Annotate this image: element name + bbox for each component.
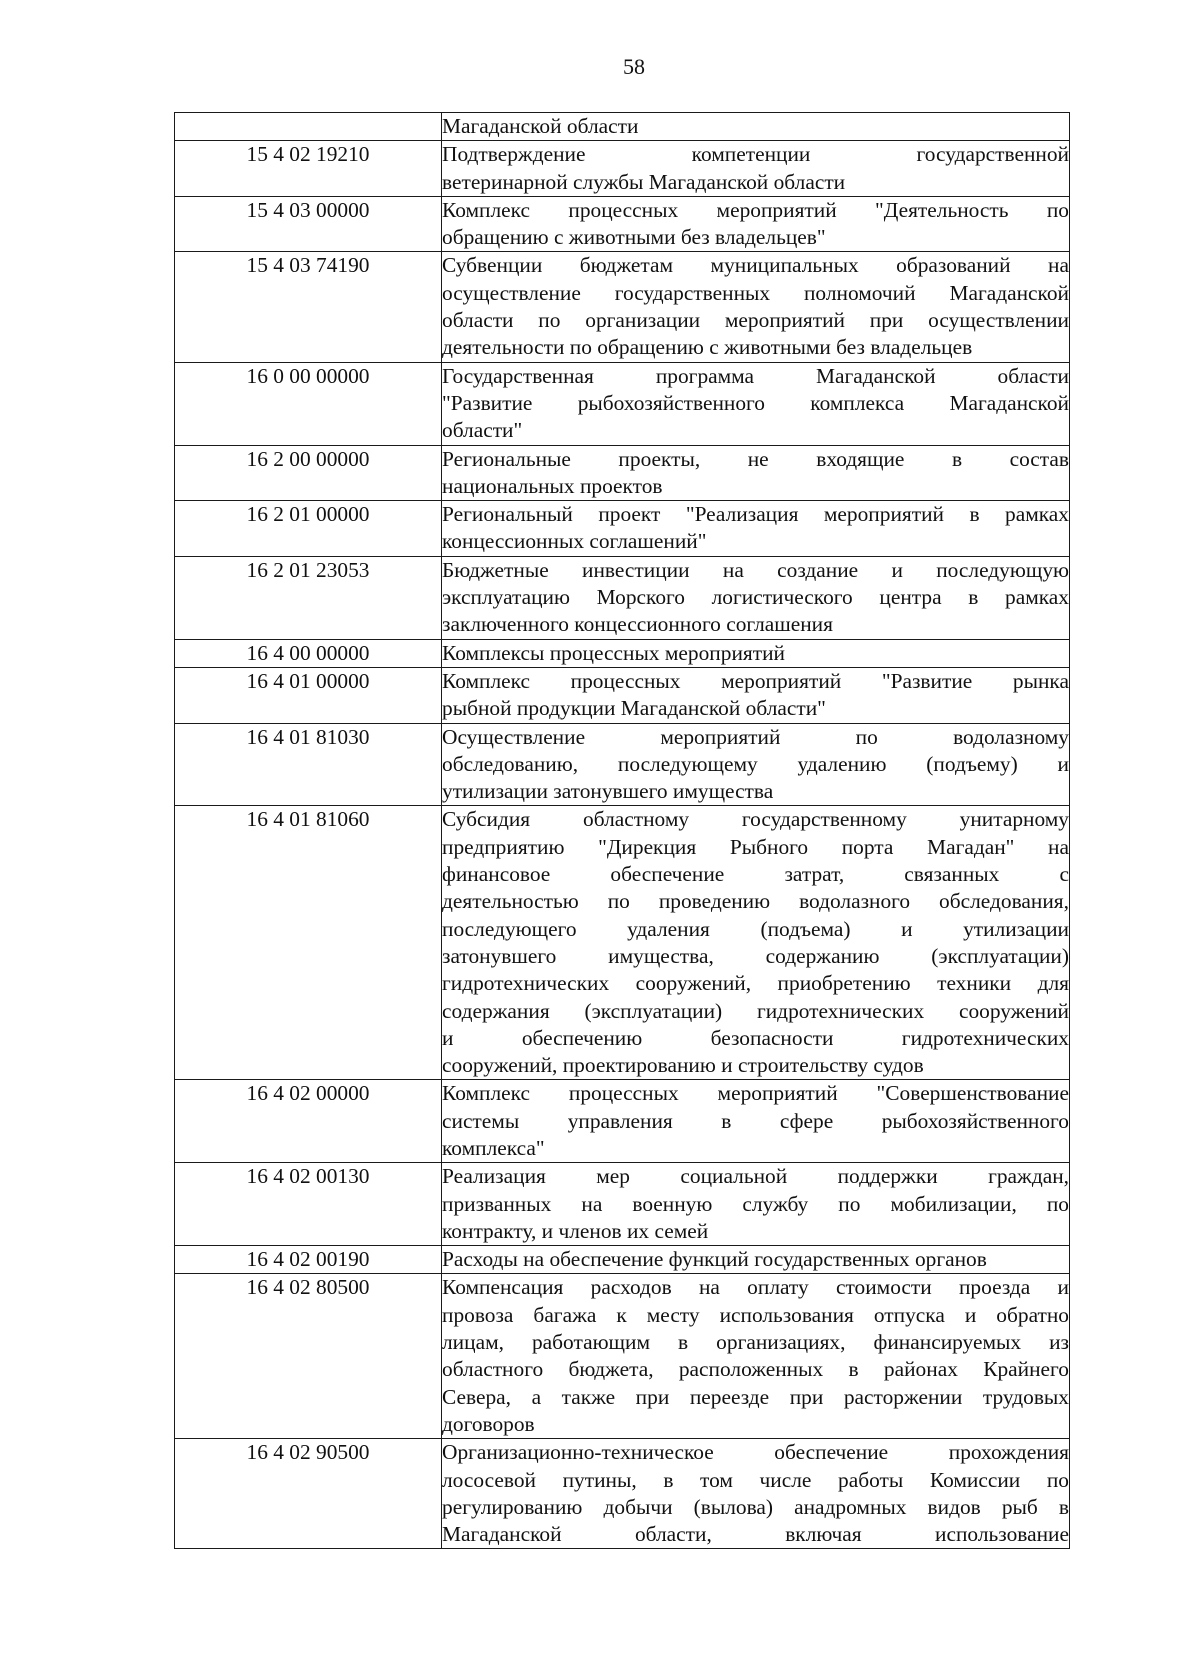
description-cell bbox=[442, 1080, 1070, 1163]
description-line: Магаданской области, включая использование bbox=[442, 1522, 1069, 1547]
description-line: содержания (эксплуатации) гидротехнических сооружений bbox=[442, 998, 1069, 1023]
description-line: системы управления в сфере рыбохозяйственного bbox=[442, 1108, 1069, 1133]
description-line: Комплекс процессных мероприятий "Развитие рынка bbox=[442, 668, 1069, 693]
description-line: области по организации мероприятий при осуществлении bbox=[442, 308, 1069, 333]
table-row bbox=[175, 667, 1070, 723]
description-cell bbox=[442, 252, 1070, 362]
table-row bbox=[175, 141, 1070, 197]
table-row bbox=[175, 556, 1070, 639]
table-row bbox=[175, 196, 1070, 252]
description-line: областного бюджета, расположенных в районах Крайнего bbox=[442, 1357, 1069, 1382]
description-cell bbox=[442, 141, 1070, 197]
budget-code-cell: 16 2 01 23053 bbox=[175, 556, 442, 639]
description-cell bbox=[442, 445, 1070, 501]
description-line: области" bbox=[442, 418, 523, 443]
description-line: Реализация мер социальной поддержки граждан, bbox=[442, 1164, 1069, 1189]
table-row bbox=[175, 1274, 1070, 1439]
description-line: концессионных соглашений" bbox=[442, 529, 707, 554]
table-row bbox=[175, 723, 1070, 806]
table-row bbox=[175, 362, 1070, 445]
table-row bbox=[175, 1080, 1070, 1163]
budget-code-cell bbox=[175, 113, 442, 141]
description-cell bbox=[442, 1439, 1070, 1549]
description-line: Расходы на обеспечение функций государственных органов bbox=[442, 1247, 987, 1272]
budget-code-cell: 15 4 02 19210 bbox=[175, 141, 442, 197]
description-line: Магаданской области bbox=[442, 114, 639, 138]
description-line: Осуществление мероприятий по водолазному bbox=[442, 724, 1069, 749]
budget-code-cell: 16 4 02 00000 bbox=[175, 1080, 442, 1163]
table-row bbox=[175, 501, 1070, 557]
budget-code-cell: 16 0 00 00000 bbox=[175, 362, 442, 445]
table-row bbox=[175, 1163, 1070, 1246]
table-row bbox=[175, 806, 1070, 1080]
description-line: гидротехнических сооружений, приобретению техники для bbox=[442, 971, 1069, 996]
description-line: деятельности по обращению с животными без владельцев bbox=[442, 335, 973, 360]
description-cell bbox=[442, 667, 1070, 723]
description-line: обращению с животными без владельцев" bbox=[442, 225, 826, 250]
budget-code-cell: 15 4 03 74190 bbox=[175, 252, 442, 362]
description-line: Государственная программа Магаданской области bbox=[442, 363, 1069, 388]
description-line: и обеспечению безопасности гидротехнических bbox=[442, 1025, 1069, 1050]
description-line: утилизации затонувшего имущества bbox=[442, 779, 774, 804]
description-cell bbox=[442, 1163, 1070, 1246]
description-line: лососевой путины, в том числе работы Комиссии по bbox=[442, 1467, 1069, 1492]
description-line: заключенного концессионного соглашения bbox=[442, 612, 833, 637]
description-line: провоза багажа к месту использования отпуска и обратно bbox=[442, 1302, 1069, 1327]
description-line: регулированию добычи (вылова) анадромных видов рыб в bbox=[442, 1494, 1069, 1519]
description-line: лицам, работающим в организациях, финансируемых из bbox=[442, 1330, 1069, 1355]
description-line: Организационно-техническое обеспечение прохождения bbox=[442, 1440, 1069, 1465]
description-line: последующего удаления (подъема) и утилизации bbox=[442, 916, 1069, 941]
description-line: рыбной продукции Магаданской области" bbox=[442, 696, 826, 721]
description-line: предприятию "Дирекция Рыбного порта Магадан" на bbox=[442, 834, 1069, 859]
budget-code-cell: 15 4 03 00000 bbox=[175, 196, 442, 252]
budget-code-cell: 16 4 02 80500 bbox=[175, 1274, 442, 1439]
budget-code-cell: 16 4 01 00000 bbox=[175, 667, 442, 723]
description-line: осуществление государственных полномочий Магаданской bbox=[442, 280, 1069, 305]
description-cell bbox=[442, 362, 1070, 445]
description-cell bbox=[442, 113, 1070, 141]
table-row bbox=[175, 1246, 1070, 1274]
description-line: затонувшего имущества, содержанию (эксплуатации) bbox=[442, 943, 1069, 968]
description-cell bbox=[442, 196, 1070, 252]
description-cell bbox=[442, 556, 1070, 639]
description-line: национальных проектов bbox=[442, 473, 663, 498]
description-line: призванных на военную службу по мобилизации, по bbox=[442, 1191, 1069, 1216]
description-line: комплекса" bbox=[442, 1135, 545, 1160]
description-line: договоров bbox=[442, 1411, 535, 1436]
description-line: ветеринарной службы Магаданской области bbox=[442, 169, 846, 194]
page-number: 58 bbox=[623, 54, 645, 79]
description-cell bbox=[442, 806, 1070, 1080]
budget-code-cell: 16 4 02 00190 bbox=[175, 1246, 442, 1274]
description-line: сооружений, проектированию и строительству судов bbox=[442, 1053, 924, 1078]
description-line: эксплуатацию Морского логистического центра в рамках bbox=[442, 585, 1069, 610]
description-line: Комплекс процессных мероприятий "Деятельность по bbox=[442, 197, 1069, 222]
description-line: Компенсация расходов на оплату стоимости проезда и bbox=[442, 1275, 1069, 1300]
budget-code-table bbox=[174, 112, 1070, 1549]
budget-code-cell: 16 4 00 00000 bbox=[175, 639, 442, 667]
budget-code-cell: 16 2 01 00000 bbox=[175, 501, 442, 557]
description-line: обследованию, последующему удалению (подъему) и bbox=[442, 751, 1069, 776]
description-line: деятельностью по проведению водолазного обследования, bbox=[442, 889, 1069, 914]
description-cell bbox=[442, 1274, 1070, 1439]
budget-code-cell: 16 2 00 00000 bbox=[175, 445, 442, 501]
description-line: Комплекс процессных мероприятий "Совершенствование bbox=[442, 1081, 1069, 1106]
description-cell bbox=[442, 501, 1070, 557]
description-line: финансовое обеспечение затрат, связанных с bbox=[442, 862, 1069, 887]
table-row bbox=[175, 445, 1070, 501]
description-line: Региональные проекты, не входящие в состав bbox=[442, 446, 1069, 471]
description-cell bbox=[442, 639, 1070, 667]
table-row bbox=[175, 639, 1070, 667]
description-line: Комплексы процессных мероприятий bbox=[442, 640, 785, 665]
description-line: Региональный проект "Реализация мероприятий в рамках bbox=[442, 502, 1069, 527]
budget-code-cell: 16 4 01 81060 bbox=[175, 806, 442, 1080]
description-line: Севера, а также при переезде при расторжении трудовых bbox=[442, 1384, 1069, 1409]
description-line: Подтверждение компетенции государственной bbox=[442, 142, 1069, 167]
budget-code-cell: 16 4 02 00130 bbox=[175, 1163, 442, 1246]
budget-code-cell: 16 4 01 81030 bbox=[175, 723, 442, 806]
table-row bbox=[175, 252, 1070, 362]
description-cell bbox=[442, 1246, 1070, 1274]
description-line: Субвенции бюджетам муниципальных образований на bbox=[442, 253, 1069, 278]
table-row bbox=[175, 113, 1070, 141]
description-line: Бюджетные инвестиции на создание и последующую bbox=[442, 557, 1069, 582]
budget-code-cell: 16 4 02 90500 bbox=[175, 1439, 442, 1549]
description-line: "Развитие рыбохозяйственного комплекса Магаданской bbox=[442, 390, 1069, 415]
description-cell bbox=[442, 723, 1070, 806]
description-line: контракту, и членов их семей bbox=[442, 1218, 709, 1243]
table-row bbox=[175, 1439, 1070, 1549]
description-line: Субсидия областному государственному унитарному bbox=[442, 807, 1069, 832]
table-body bbox=[175, 113, 1070, 1549]
